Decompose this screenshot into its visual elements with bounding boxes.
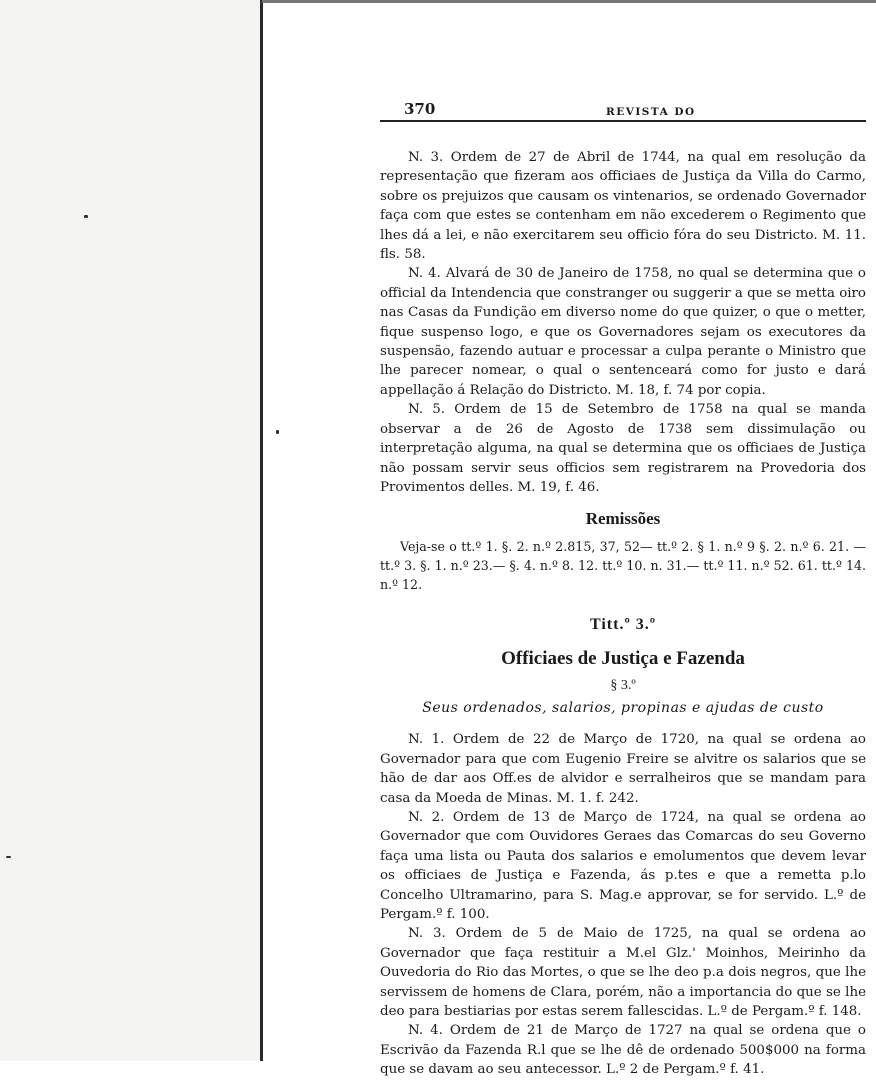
section-a xyxy=(380,148,866,497)
remissoes-heading: Remissões xyxy=(585,509,661,529)
remissoes-text: Veja-se o tt.º 1. §. 2. n.º 2.815, 37, 52— tt.º 2. § 1. n.º 9 §. 2. n.º 6. 21. — tt.º 3. §. 1. n.º 23.— §. 4. n.º 8. 12. tt.º 10. n. 31.— tt.º 11. n.º 52. 61. tt.º 14. n.º 12. xyxy=(380,539,866,593)
section-subtitle: Seus ordenados, salarios, propinas e ajudas de custo xyxy=(422,700,824,717)
entry-paragraph: N. 3. Ordem de 5 de Maio de 1725, na qual se ordena ao Governador que faça restituir a M.el Glz.' Moinhos, Meirinho da Ouvedoria do Rio das Mortes, o que se lhe deo p.a dois negros, que lhe servissem de homens de Clara, porém, não a importancia do que se lhe deo para bestiarias por estas serem fallescidas. L.º de Pergam.º f. 148. xyxy=(380,926,866,1019)
paragraph-mark: § 3.º xyxy=(610,678,636,694)
entry-paragraph: N. 4. Ordem de 21 de Março de 1727 na qual se ordena que o Escrivão da Fazenda R.l que se lhe dê de ordenado 500$000 na forma que se davam ao seu antecessor. L.º 2 de Pergam.º f. 41. xyxy=(380,1023,866,1078)
title-number: Titt.º 3.º xyxy=(589,616,657,634)
page-header xyxy=(380,96,866,122)
book-gutter xyxy=(260,0,263,1061)
entry-paragraph: N. 2. Ordem de 13 de Março de 1724, na qual se ordena ao Governador que com Ouvidores Geraes das Comarcas do seu Governo faça uma lista ou Pauta dos salarios e emolumentos que devem levar os officiaes de Justiça e Fazenda, ás p.tes e que a remetta p.lo Concelho Ultramarino, para S. Mag.e approvar, se for servido. L.º de Pergam.º f. 100. xyxy=(380,809,866,922)
running-head: REVISTA DO xyxy=(606,106,696,118)
section-b xyxy=(380,730,866,1079)
facing-page-margin xyxy=(0,0,262,1061)
page-number: 370 xyxy=(404,100,436,118)
entry-paragraph: N. 4. Alvará de 30 de Janeiro de 1758, no qual se determina que o official da Intendencia que constranger ou suggerir a que se metta oiro nas Casas da Fundição em diverso nome do que quizer, o que o metter, fique suspenso logo, e que os Governadores sejam os executores da suspensão, fazendo autuar e processar a culpa perante o Ministro que lhe parecer nomear, o qual o sentenceará como for justo e dará appellação á Relação do Districto. M. 18, f. 74 por copia. xyxy=(380,266,866,398)
section-title: Officiaes de Justiça e Fazenda xyxy=(501,648,745,670)
ink-speck xyxy=(6,856,11,858)
entry-paragraph: N. 3. Ordem de 27 de Abril de 1744, na qual em resolução da representação que fizeram aos officiaes de Justiça da Villa do Carmo, sobre os prejuizos que causam os vintenarios, se ordenado Governador faça com que estes se contenham em não excederem o Regimento que lhes dá a lei, e não exercitarem seu officio fóra do seu Districto. M. 11. fls. 58. xyxy=(380,150,866,263)
ink-speck xyxy=(84,215,88,218)
page-top-edge xyxy=(262,0,876,3)
entry-paragraph: N. 5. Ordem de 15 de Setembro de 1758 na qual se manda observar a de 26 de Agosto de 1738 sem dissimulação ou interpretação alguma, na qual se determina que os officiaes de Justiça não possam servir seus officios sem registrarem na Provedoria dos Provimentos delles. M. 19, f. 46. xyxy=(380,402,866,495)
entry-paragraph: N. 1. Ordem de 22 de Março de 1720, na qual se ordena ao Governador para que com Eugenio Freire se alvitre os salarios que se hão de dar aos Off.es de alvidor e serralheiros que se mandam para casa da Moeda de Minas. M. 1. f. 242. xyxy=(380,732,866,806)
ink-speck xyxy=(276,430,279,434)
book-page xyxy=(380,96,866,1078)
